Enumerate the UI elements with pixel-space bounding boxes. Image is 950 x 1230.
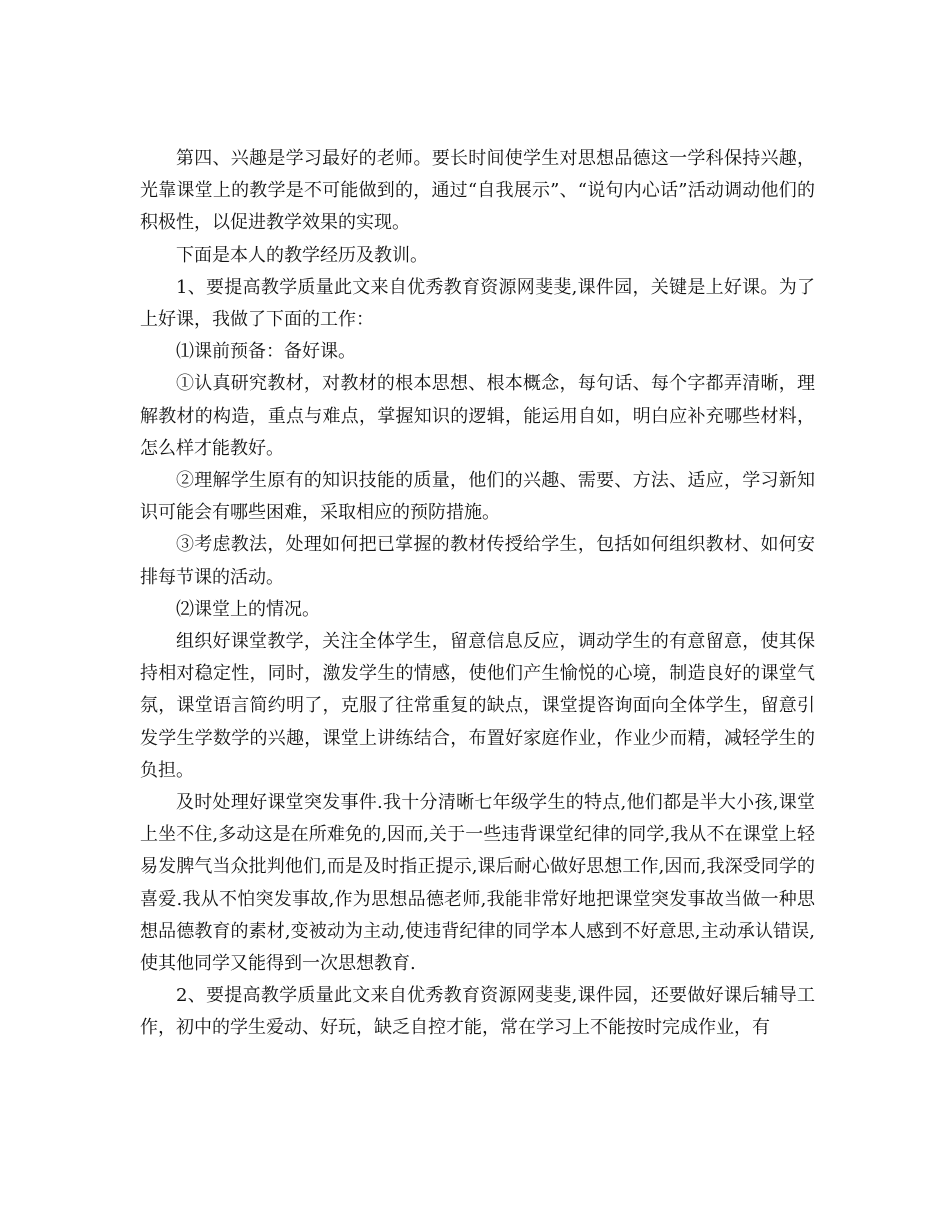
paragraph-item-1: ①认真研究教材，对教材的根本思想、根本概念，每句话、每个字都弄清晰，理解教材的构造，重点与难点，掌握知识的逻辑，能运用自如，明白应补充哪些材料，怎么样才能教好。 (140, 373, 815, 459)
paragraph-item-2: ②理解学生原有的知识技能的质量，他们的兴趣、需要、方法、适应，学习新知识可能会有哪些困难，采取相应的预防措施。 (140, 470, 815, 524)
paragraph-classroom-heading: ⑵课堂上的情况。 (176, 598, 320, 620)
paragraph-classroom-teaching: 组织好课堂教学，关注全体学生，留意信息反应，调动学生的有意留意，使其保持相对稳定性，同时，激发学生的情感，使他们产生愉悦的心境，制造良好的课堂气氛，课堂语言简约明了，克服了往常重复的缺点，课堂提咨询面向全体学生，留意引发学生学数学的兴趣，课堂上讲练结合，布置好家庭作业，作业少而精，减轻学生的负担。 (140, 631, 815, 781)
paragraph-item-3: ③考虑教法，处理如何把已掌握的教材传授给学生，包括如何组织教材、如何安排每节课的活动。 (140, 534, 815, 588)
paragraph-point-2: 2、要提高教学质量此文来自优秀教育资源网斐斐,课件园，还要做好课后辅导工作，初中的学生爱动、好玩，缺乏自控才能，常在学习上不能按时完成作业，有 (140, 985, 815, 1039)
paragraph-interest: 第四、兴趣是学习最好的老师。要长时间使学生对思想品德这一学科保持兴趣，光靠课堂上的教学是不可能做到的，通过“自我展示”、“说句内心话”活动调动他们的积极性，以促进教学效果的实现。 (140, 148, 815, 234)
paragraph-experience-intro: 下面是本人的教学经历及教训。 (176, 244, 428, 266)
document-body (140, 143, 815, 1045)
paragraph-classroom-incidents: 及时处理好课堂突发事件.我十分清晰七年级学生的特点,他们都是半大小孩,课堂上坐不住,多动这是在所难免的,因而,关于一些违背课堂纪律的同学,我从不在课堂上轻易发脾气当众批判他们,而是及时指正提示,课后耐心做好思想工作,因而,我深受同学的喜爱.我从不怕突发事故,作为思想品德老师,我能非常好地把课堂突发事故当做一种思想品德教育的素材,变被动为主动,使违背纪律的同学本人感到不好意思,主动承认错误,使其他同学又能得到一次思想教育. (140, 792, 815, 975)
paragraph-point-1: 1、要提高教学质量此文来自优秀教育资源网斐斐,课件园，关键是上好课。为了上好课，我做了下面的工作： (140, 276, 815, 331)
paragraph-preparation-heading: ⑴课前预备：备好课。 (176, 341, 356, 363)
